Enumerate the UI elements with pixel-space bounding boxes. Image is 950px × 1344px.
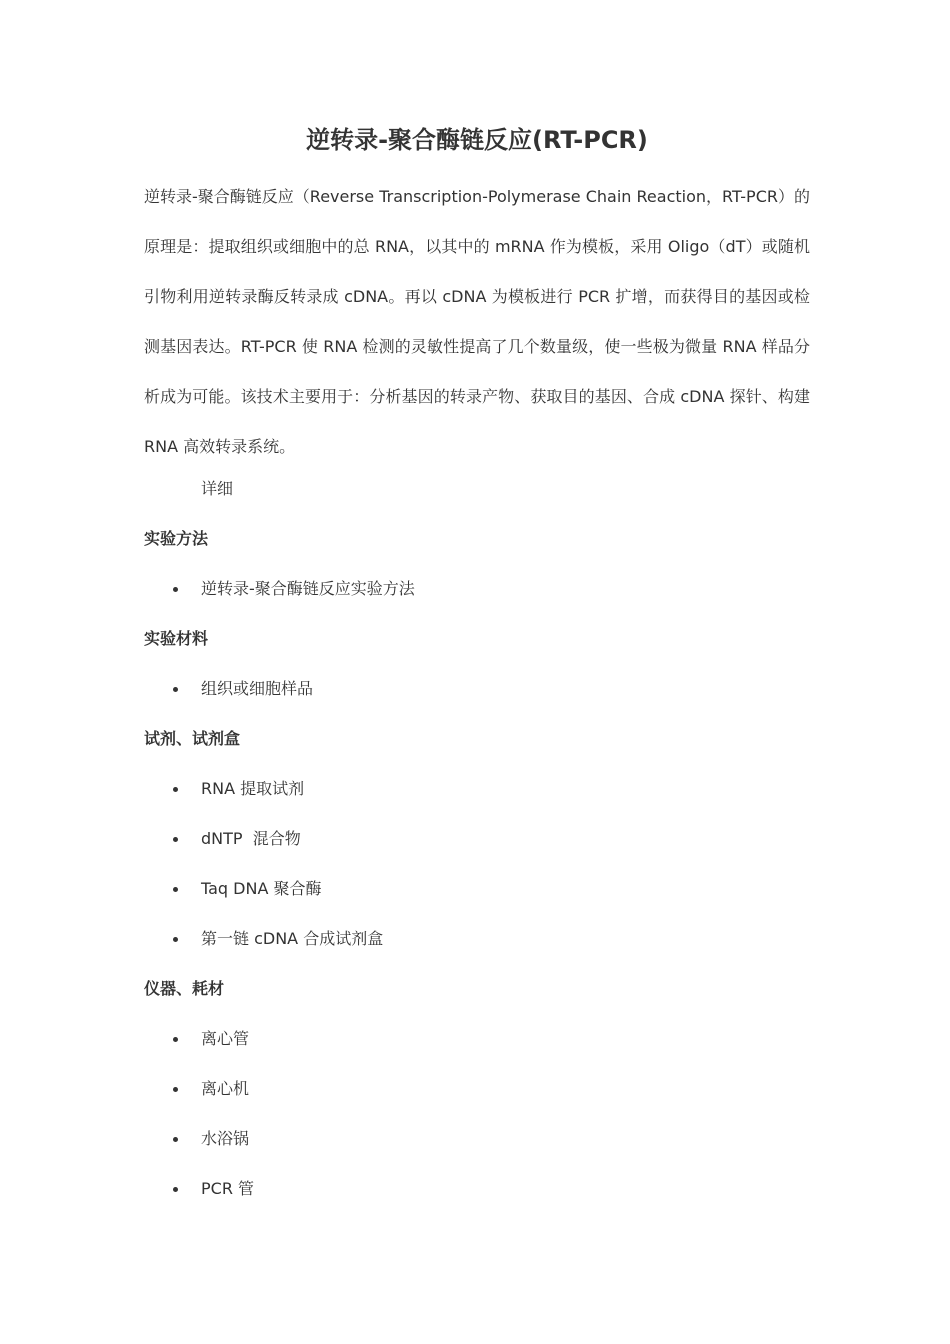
list-item — [144, 1172, 810, 1206]
section-materials — [144, 622, 810, 706]
list-item-text: 离心机 — [201, 1079, 250, 1098]
list-item-text: PCR 管 — [201, 1179, 255, 1198]
list-item — [144, 872, 810, 906]
list-item — [144, 1072, 810, 1106]
bullet-icon — [173, 1087, 178, 1092]
list-item-text: 第一链 cDNA 合成试剂盒 — [201, 929, 384, 948]
section-reagents — [144, 722, 810, 956]
list-item — [144, 572, 810, 606]
bullet-icon — [173, 887, 178, 892]
list-item-text: RNA 提取试剂 — [201, 779, 305, 798]
list-item — [144, 1122, 810, 1156]
list-item-text: 组织或细胞样品 — [201, 679, 314, 698]
section-title: 试剂、试剂盒 — [144, 729, 241, 748]
bullet-icon — [173, 687, 178, 692]
list-item — [144, 772, 810, 806]
list-item — [144, 922, 810, 956]
bullet-icon — [173, 837, 178, 842]
list — [144, 1022, 810, 1206]
list-item-text: dNTP 混合物 — [201, 829, 301, 848]
list-item — [144, 822, 810, 856]
bullet-icon — [173, 587, 178, 592]
list-item-text: 逆转录-聚合酶链反应实验方法 — [201, 579, 415, 598]
bullet-icon — [173, 1137, 178, 1142]
section-instruments — [144, 972, 810, 1206]
list-item-text: 水浴锅 — [201, 1129, 250, 1148]
bullet-icon — [173, 1037, 178, 1042]
document-sections — [144, 522, 810, 1222]
section-methods — [144, 522, 810, 606]
list-item — [144, 672, 810, 706]
list-item-text: 离心管 — [201, 1029, 250, 1048]
section-title: 实验材料 — [144, 629, 209, 648]
list — [144, 772, 810, 956]
list — [144, 572, 810, 606]
detail-label: 详细 — [201, 479, 234, 498]
page-title: 逆转录-聚合酶链反应(RT-PCR) — [306, 126, 648, 154]
list-item — [144, 1022, 810, 1056]
bullet-icon — [173, 1187, 178, 1192]
list-item-text: Taq DNA 聚合酶 — [201, 879, 322, 898]
bullet-icon — [173, 787, 178, 792]
list — [144, 672, 810, 706]
section-title: 实验方法 — [144, 529, 209, 548]
bullet-icon — [173, 937, 178, 942]
section-title: 仪器、耗材 — [144, 979, 225, 998]
intro-paragraph: 逆转录-聚合酶链反应（Reverse Transcription-Polymerase Chain Reaction，RT-PCR）的原理是：提取组织或细胞中的总 RNA，以其中的 mRNA 作为模板，采用 Oligo（dT）或随机引物利用逆转录酶反转录成 cDNA。再以 cDNA 为模板进行 PCR 扩增，而获得目的基因或检测基因表达。RT-PCR 使 RNA 检测的灵敏性提高了几个数量级，使一些极为微量 RNA 样品分析成为可能。该技术主要用于：分析基因的转录产物、获取目的基因、合成 cDNA 探针、构建 RNA 高效转录系统。 — [144, 187, 810, 456]
